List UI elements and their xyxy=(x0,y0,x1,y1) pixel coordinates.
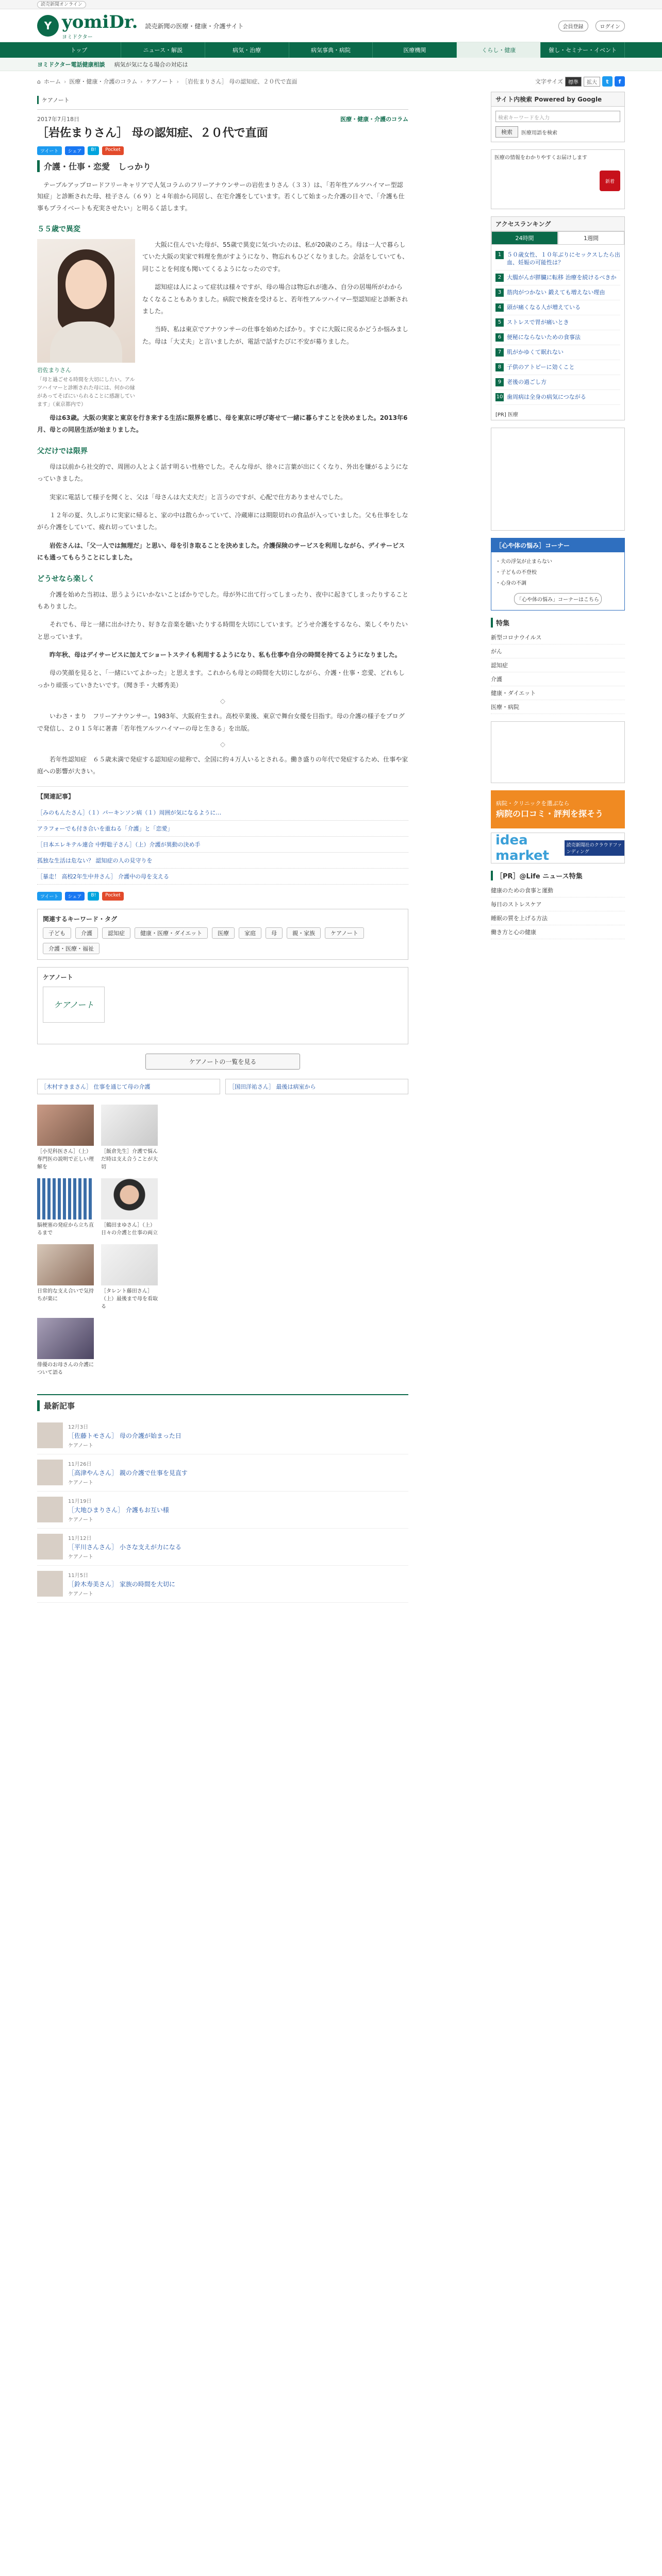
text-size-control xyxy=(535,76,625,87)
breadcrumb-column[interactable]: 医療・健康・介護のコラム xyxy=(69,78,138,85)
paragraph: 実家に電話して様子を聞くと、父は「母さんは大丈夫だ」と言うのですが、心配で仕方ありませんでした。 xyxy=(43,493,347,501)
latest-thumb xyxy=(37,1497,63,1522)
main-nav xyxy=(0,42,662,58)
recommended-card[interactable] xyxy=(37,1244,94,1311)
ad-slot[interactable] xyxy=(491,428,625,531)
pr-item[interactable]: 毎日のストレスケア xyxy=(491,897,625,911)
card-image xyxy=(37,1105,94,1146)
sidebar xyxy=(491,92,625,1603)
logo-sub: ヨミドクター xyxy=(62,34,93,40)
ranking-item[interactable]: 3 筋肉がつかない 鍛えても増えない理由 xyxy=(495,285,620,300)
article-heading: 介護・仕事・恋愛 しっかり xyxy=(37,160,408,172)
pr-item[interactable]: 睡眠の質を上げる方法 xyxy=(491,911,625,925)
latest-item[interactable]: 11月19日 ［大地ひまりさん］ 介護もお互い様 ケアノート xyxy=(37,1492,408,1529)
text-size-label: 文字サイズ xyxy=(535,78,563,85)
series-logo[interactable]: ケアノート xyxy=(43,987,105,1023)
prev-article-link[interactable]: ［木村すきまさん］ 仕事を通じて母の介護 xyxy=(37,1079,220,1094)
idea-market-logo: idea market xyxy=(495,832,550,863)
text-size-normal-button[interactable]: 標準 xyxy=(565,77,582,87)
ranking-item[interactable]: 10 歯周病は全身の病気につながる xyxy=(495,390,620,405)
kokoro-box xyxy=(491,538,625,611)
text-size-large-button[interactable]: 拡大 xyxy=(584,77,600,87)
special-item[interactable]: 介護 xyxy=(491,672,625,686)
ranking-item[interactable]: 8 子供のアトピーに効くこと xyxy=(495,360,620,375)
subnav-link[interactable]: 病気が気になる場合の対応は xyxy=(114,61,188,68)
logo-mark-icon: Y xyxy=(37,15,59,37)
search-option[interactable]: 医療用語を検索 xyxy=(521,130,557,136)
recommended-card[interactable] xyxy=(37,1318,94,1377)
latest-thumb xyxy=(37,1460,63,1485)
paragraph: 当時、私は東京でアナウンサーの仕事を始めたばかり。すぐに大阪に戻るかどうか悩みました。母は「大丈夫」と言いましたが、電話で話すたびに不安が募りました。 xyxy=(142,326,409,345)
paragraph: １２年の夏、久しぶりに実家に帰ると、家の中は散らかっていて、冷蔵庫には期限切れの食品が入っていました。父も仕事をしながら介護をしていて、疲れ切っていました。 xyxy=(37,511,408,531)
breadcrumb: ⌂ ホーム › 医療・健康・介護のコラム › ケアノート › ［岩佐まりさん］ 母の認知症、２０代で直面 文字サイズ 標準 拡大 t f xyxy=(0,71,662,92)
kokoro-item[interactable]: ・心身の不調 xyxy=(495,580,526,586)
series-box xyxy=(37,967,408,1044)
latest-articles xyxy=(37,1394,408,1603)
clinic-banner-line1: 病院・クリニックを選ぶなら xyxy=(496,800,570,807)
nav-item-disease[interactable]: 病気・治療 xyxy=(205,42,289,58)
separator: ◇ xyxy=(220,698,225,706)
related-link[interactable]: ［暴走！ 高校2年生中井さん］ 介護中の母を支える xyxy=(37,869,408,885)
login-button[interactable]: ログイン xyxy=(595,21,625,31)
nav-item-dictionary[interactable]: 病気事典・病院 xyxy=(289,42,373,58)
category-tag: ケアノート xyxy=(37,96,70,104)
latest-thumb xyxy=(37,1422,63,1448)
site-logo[interactable] xyxy=(37,12,138,40)
ranking-title: アクセスランキング xyxy=(491,217,624,231)
site-search xyxy=(491,92,625,142)
article-lead: テーブルアップロードフリーキャリアで人気コラムのフリーアナウンサーの岩佐まりさん（３３）は、「若年性アルツハイマー型認知症」と診断された母、桂子さん（６９）と４年前から同居し、在宅介護をしています。若くして始まった介護の日々で、「介護も仕事もプライベートも充実させたい」と明るく話します。 xyxy=(37,181,405,212)
series-title: ケアノート xyxy=(43,973,73,981)
related-link[interactable]: ［みのもんたさん］（１）パーキンソン病（１）周囲が気になるように… xyxy=(37,805,408,821)
card-image xyxy=(101,1178,158,1219)
special-item[interactable]: 医療・病院 xyxy=(491,700,625,714)
tag[interactable]: 介護 xyxy=(75,927,98,939)
recommended-card[interactable] xyxy=(101,1178,158,1237)
ad-badge: 新着 xyxy=(600,171,620,191)
latest-item[interactable]: 11月26日 ［高津やんさん］ 親の介護で仕事を見直す ケアノート xyxy=(37,1454,408,1492)
latest-thumb xyxy=(37,1534,63,1560)
breadcrumb-carenote[interactable]: ケアノート xyxy=(145,78,174,85)
paragraph-bold: 母は63歳。大阪の実家と東京を行き来する生活に限界を感じ、母を東京に呼び寄せて一緒に暮らすことを決めました。2013年6月、母との同居生活が始まりました。 xyxy=(37,414,408,434)
tweet-button[interactable]: ツイート xyxy=(37,146,62,155)
latest-item[interactable]: 11月12日 ［平川さんさん］ 小さな支えが力になる ケアノート xyxy=(37,1529,408,1566)
portrait-image[interactable] xyxy=(37,239,135,363)
paragraph: 認知症は人によって症状は様々ですが、母の場合は物忘れが進み、自分の居場所がわからなくなることもありました。病院で検査を受けると、若年性アルツハイマー型認知症と診断されました。 xyxy=(142,283,408,315)
nav-item-events[interactable]: 催し・セミナー・イベント xyxy=(541,42,625,58)
card-caption: 日常的な支え合いで気持ちが楽に xyxy=(37,1288,94,1302)
special-item[interactable]: 新型コロナウイルス xyxy=(491,631,625,645)
facebook-icon[interactable]: f xyxy=(615,76,625,87)
kokoro-item[interactable]: ・子どもの不登校 xyxy=(495,569,537,575)
sub-nav xyxy=(0,58,662,71)
phone-consult-link[interactable]: ヨミドクター電話健康相談 xyxy=(37,61,105,68)
recommended-card[interactable] xyxy=(37,1178,94,1237)
paragraph-bold: 岩佐さんは、「父一人では無理だ」と思い、母を引き取ることを決めました。介護保険のサービスを利用しながら、デイサービスにも通ってもらうことにしました。 xyxy=(37,541,405,562)
special-item[interactable]: がん xyxy=(491,645,625,658)
kokoro-item[interactable]: ・夫の浮気が止まらない xyxy=(495,558,552,565)
card-caption: ［鶴田まゆさん］（上）日々の介護と仕事の両立 xyxy=(101,1222,158,1236)
special-list xyxy=(491,631,625,714)
nav-item-life[interactable]: くらし・健康 xyxy=(457,42,541,58)
pr-item[interactable]: 健康のための食事と運動 xyxy=(491,884,625,897)
related-title: 【関連記事】 xyxy=(37,792,75,800)
ad-box[interactable] xyxy=(491,149,625,209)
recommended-card[interactable] xyxy=(37,1105,94,1171)
nav-item-top[interactable]: トップ xyxy=(37,42,121,58)
section-heading: 父だけでは限界 xyxy=(37,447,88,455)
nav-item-institutions[interactable]: 医療機関 xyxy=(373,42,457,58)
paragraph: 母の笑顔を見ると、「一緒にいてよかった」と思えます。これからも母との時間を大切にしながら、介護・仕事・恋愛、どれもしっかり頑張っていきたいです。（聞き手・大郷秀美） xyxy=(37,669,405,689)
recommended-card[interactable] xyxy=(101,1244,158,1311)
latest-title: 最新記事 xyxy=(37,1400,408,1411)
search-button[interactable]: 検索 xyxy=(495,126,518,138)
article-title: ［岩佐まりさん］ 母の認知症、２０代で直面 xyxy=(37,127,268,140)
pocket-button[interactable]: Pocket xyxy=(102,146,124,155)
card-caption: ［タレント藤田さん］（上）最後まで母を看取る xyxy=(101,1288,158,1310)
special-item[interactable]: 健康・ダイエット xyxy=(491,686,625,700)
latest-thumb xyxy=(37,1571,63,1597)
paragraph: 母は以前から社交的で、周囲の人とよく話す明るい性格でした。そんな母が、徐々に言葉が出にくくなり、外出を嫌がるようになっていきました。 xyxy=(37,463,408,483)
clinic-banner[interactable] xyxy=(491,790,625,828)
kokoro-button[interactable]: 「心や体の悩み」コーナーはこちら xyxy=(514,593,602,605)
ranking-item[interactable]: 5 ストレスで胃が痛いとき xyxy=(495,315,620,330)
tags-title: 関連するキーワード・タグ xyxy=(43,915,118,923)
pr-list xyxy=(491,884,625,939)
nav-item-news[interactable]: ニュース・解説 xyxy=(121,42,205,58)
separator: ◇ xyxy=(220,741,225,749)
idea-market-banner[interactable] xyxy=(491,833,625,863)
idea-market-sub: 読売新聞社のクラウドファンディング xyxy=(565,840,624,856)
top-strip xyxy=(0,0,662,9)
breadcrumb-home[interactable]: ホーム xyxy=(43,78,61,85)
ranking-item[interactable]: 2 大腸がんが膵臓に転移 治療を続けるべきか xyxy=(495,270,620,285)
facebook-share-button[interactable]: シェア xyxy=(65,892,85,901)
profile-paragraph: いわさ・まり フリーアナウンサー。1983年、大阪府生まれ。高校卒業後、東京で舞台女優を目指す。母の介護の様子をブログで発信し、２０１５年に著書「若年性アルツハイマーの母と生きる」を出版。 xyxy=(37,713,405,732)
yomiuri-badge[interactable]: 読売新聞オンライン xyxy=(37,1,86,8)
tweet-button[interactable]: ツイート xyxy=(37,892,62,901)
search-input[interactable]: 検索キーワードを入力 xyxy=(495,111,620,122)
tag[interactable]: 医療 xyxy=(212,927,235,939)
ranking-box xyxy=(491,216,625,420)
ranking-item[interactable]: 1 ５０歳女性、１０年ぶりにセックスしたら出血、妊娠の可能性は？ xyxy=(495,248,620,270)
ad-slot[interactable] xyxy=(491,721,625,783)
site-header xyxy=(0,9,662,42)
article-date: 2017年7月18日 xyxy=(37,116,79,123)
article-category[interactable]: 医療・健康・介護のコラム xyxy=(340,116,408,123)
register-button[interactable]: 会員登録 xyxy=(558,21,588,31)
card-caption: ［小児科医さん］（上）専門医の説明で正しい理解を xyxy=(37,1148,94,1170)
article-photo xyxy=(37,239,135,409)
share-row-bottom xyxy=(37,892,408,901)
recommended-grid xyxy=(37,1105,408,1377)
kokoro-title: ［心や体の悩み］コーナー xyxy=(491,538,624,552)
recommended-card[interactable] xyxy=(101,1105,158,1171)
card-image xyxy=(37,1318,94,1359)
card-image xyxy=(37,1244,94,1285)
paragraph: 介護を始めた当初は、思うようにいかないことばかりでした。母が外に出て行ってしまったり、夜中に起きてしまったりすることもありました。 xyxy=(37,590,409,610)
main-column xyxy=(37,92,408,1603)
card-image xyxy=(101,1105,158,1146)
pr-item[interactable]: 働き方と心の健康 xyxy=(491,925,625,939)
tag[interactable]: 子ども xyxy=(43,927,71,939)
prev-next xyxy=(37,1079,408,1094)
search-title: サイト内検索 Powered by Google xyxy=(491,92,624,107)
note-paragraph: 若年性認知症 ６５歳未満で発症する認知症の総称で、全国に約４万人いるとされる。働き盛りの年代で発症するため、仕事や家庭への影響が大きい。 xyxy=(37,756,408,775)
next-article-link[interactable]: ［国田洋祐さん］ 最後は病室から xyxy=(225,1079,408,1094)
tag[interactable]: 介護・医療・福祉 xyxy=(43,943,100,954)
card-caption: ［飯倉先生］介護で悩んだ時は支え合うことが大切 xyxy=(101,1148,158,1170)
related-articles xyxy=(37,786,408,885)
hatena-button[interactable]: B! xyxy=(88,892,99,901)
card-image xyxy=(101,1244,158,1285)
related-link[interactable]: ［日本エレキテル連合 中野聡子さん］（上）介護が異動の決め手 xyxy=(37,837,408,853)
special-item[interactable]: 認知症 xyxy=(491,658,625,672)
tag[interactable]: 認知症 xyxy=(102,927,130,939)
hatena-button[interactable]: B! xyxy=(88,146,99,155)
ranking-item[interactable]: 6 便秘にならないための食事法 xyxy=(495,330,620,345)
series-list-button[interactable]: ケアノートの一覧を見る xyxy=(145,1054,300,1070)
pr-heading: ［PR］@Life ニュース特集 xyxy=(491,871,625,880)
clinic-banner-line2: 病院の口コミ・評判を探そう xyxy=(496,809,604,819)
tag[interactable]: ケアノート xyxy=(325,927,364,939)
special-title: 特集 xyxy=(491,618,625,628)
paragraph: それでも、母と一緒に出かけたり、好きな音楽を聴いたりする時間を大切にしています。どうせ介護をするなら、楽しくやりたいと思っています。 xyxy=(37,621,408,640)
share-row xyxy=(37,146,408,155)
card-caption: 脳梗塞の発症から立ち直るまで xyxy=(37,1222,94,1236)
home-icon[interactable]: ⌂ xyxy=(37,78,41,85)
tag[interactable]: 親・家族 xyxy=(287,927,321,939)
tag[interactable]: 健康・医療・ダイエット xyxy=(135,927,208,939)
tag[interactable]: 母 xyxy=(266,927,283,939)
article xyxy=(37,109,408,1094)
photo-caption: 「母と過ごせる時間を大切にしたい。アルツハイマーと診断された母には、何かの縁があってそばにいられることに感謝しています」（東京都内で） xyxy=(37,377,135,408)
ranking-tab-24h[interactable]: 24時間 xyxy=(491,231,558,245)
tag[interactable]: 家庭 xyxy=(239,927,261,939)
ranking-tab-week[interactable]: 1週間 xyxy=(558,231,624,245)
pocket-button[interactable]: Pocket xyxy=(102,892,124,901)
related-link[interactable]: 孤独な生活は危ない？ 認知症の人の見守りを xyxy=(37,853,408,869)
section-heading: ５５歳で異変 xyxy=(37,225,80,233)
related-link[interactable]: アラフォーでも付き合いを重ねる「介護」と「恋愛」 xyxy=(37,821,408,837)
ranking-item[interactable]: 7 肌がかゆくて眠れない xyxy=(495,345,620,360)
section-heading: どうせなら楽しく xyxy=(37,574,95,583)
card-caption: 俳優のお母さんの介護について語る xyxy=(37,1362,94,1376)
ranking-item[interactable]: 4 頭が痛くなる人が増えている xyxy=(495,300,620,315)
pr-label: [PR] 医療 xyxy=(495,412,518,418)
paragraph: 大阪に住んでいた母が、55歳で異変に気づいたのは、私が20歳のころ。母は一人で暮らしていた大阪の実家で料理を焦がすようになり、物忘れもひどくなりました。会話をしていても、同じことを何度も聞いてくるようになったのです。 xyxy=(142,241,409,273)
latest-item[interactable]: 11月5日 ［鈴木寿美さん］ 家族の時間を大切に ケアノート xyxy=(37,1566,408,1603)
photo-name[interactable]: 岩佐まりさん xyxy=(37,366,71,374)
tags-box xyxy=(37,909,408,960)
breadcrumb-current: ［岩佐まりさん］ 母の認知症、２０代で直面 xyxy=(181,78,297,85)
ranking-item[interactable]: 9 老後の過ごし方 xyxy=(495,375,620,390)
card-image xyxy=(37,1178,94,1219)
site-tagline: 読売新聞の医療・健康・介護サイト xyxy=(145,22,244,30)
logo-text: yomiDr. xyxy=(62,11,138,32)
latest-item[interactable]: 12月3日 ［佐藤トモさん］ 母の介護が始まった日 ケアノート xyxy=(37,1417,408,1454)
twitter-icon[interactable]: t xyxy=(602,76,613,87)
facebook-share-button[interactable]: シェア xyxy=(65,146,85,155)
paragraph-bold: 昨年秋、母はデイサービスに加えてショートステイも利用するようになり、私も仕事や自分の時間を持てるようになりました。 xyxy=(43,651,401,659)
ad-text: 医療の情報をわかりやすくお届けします xyxy=(494,155,587,161)
